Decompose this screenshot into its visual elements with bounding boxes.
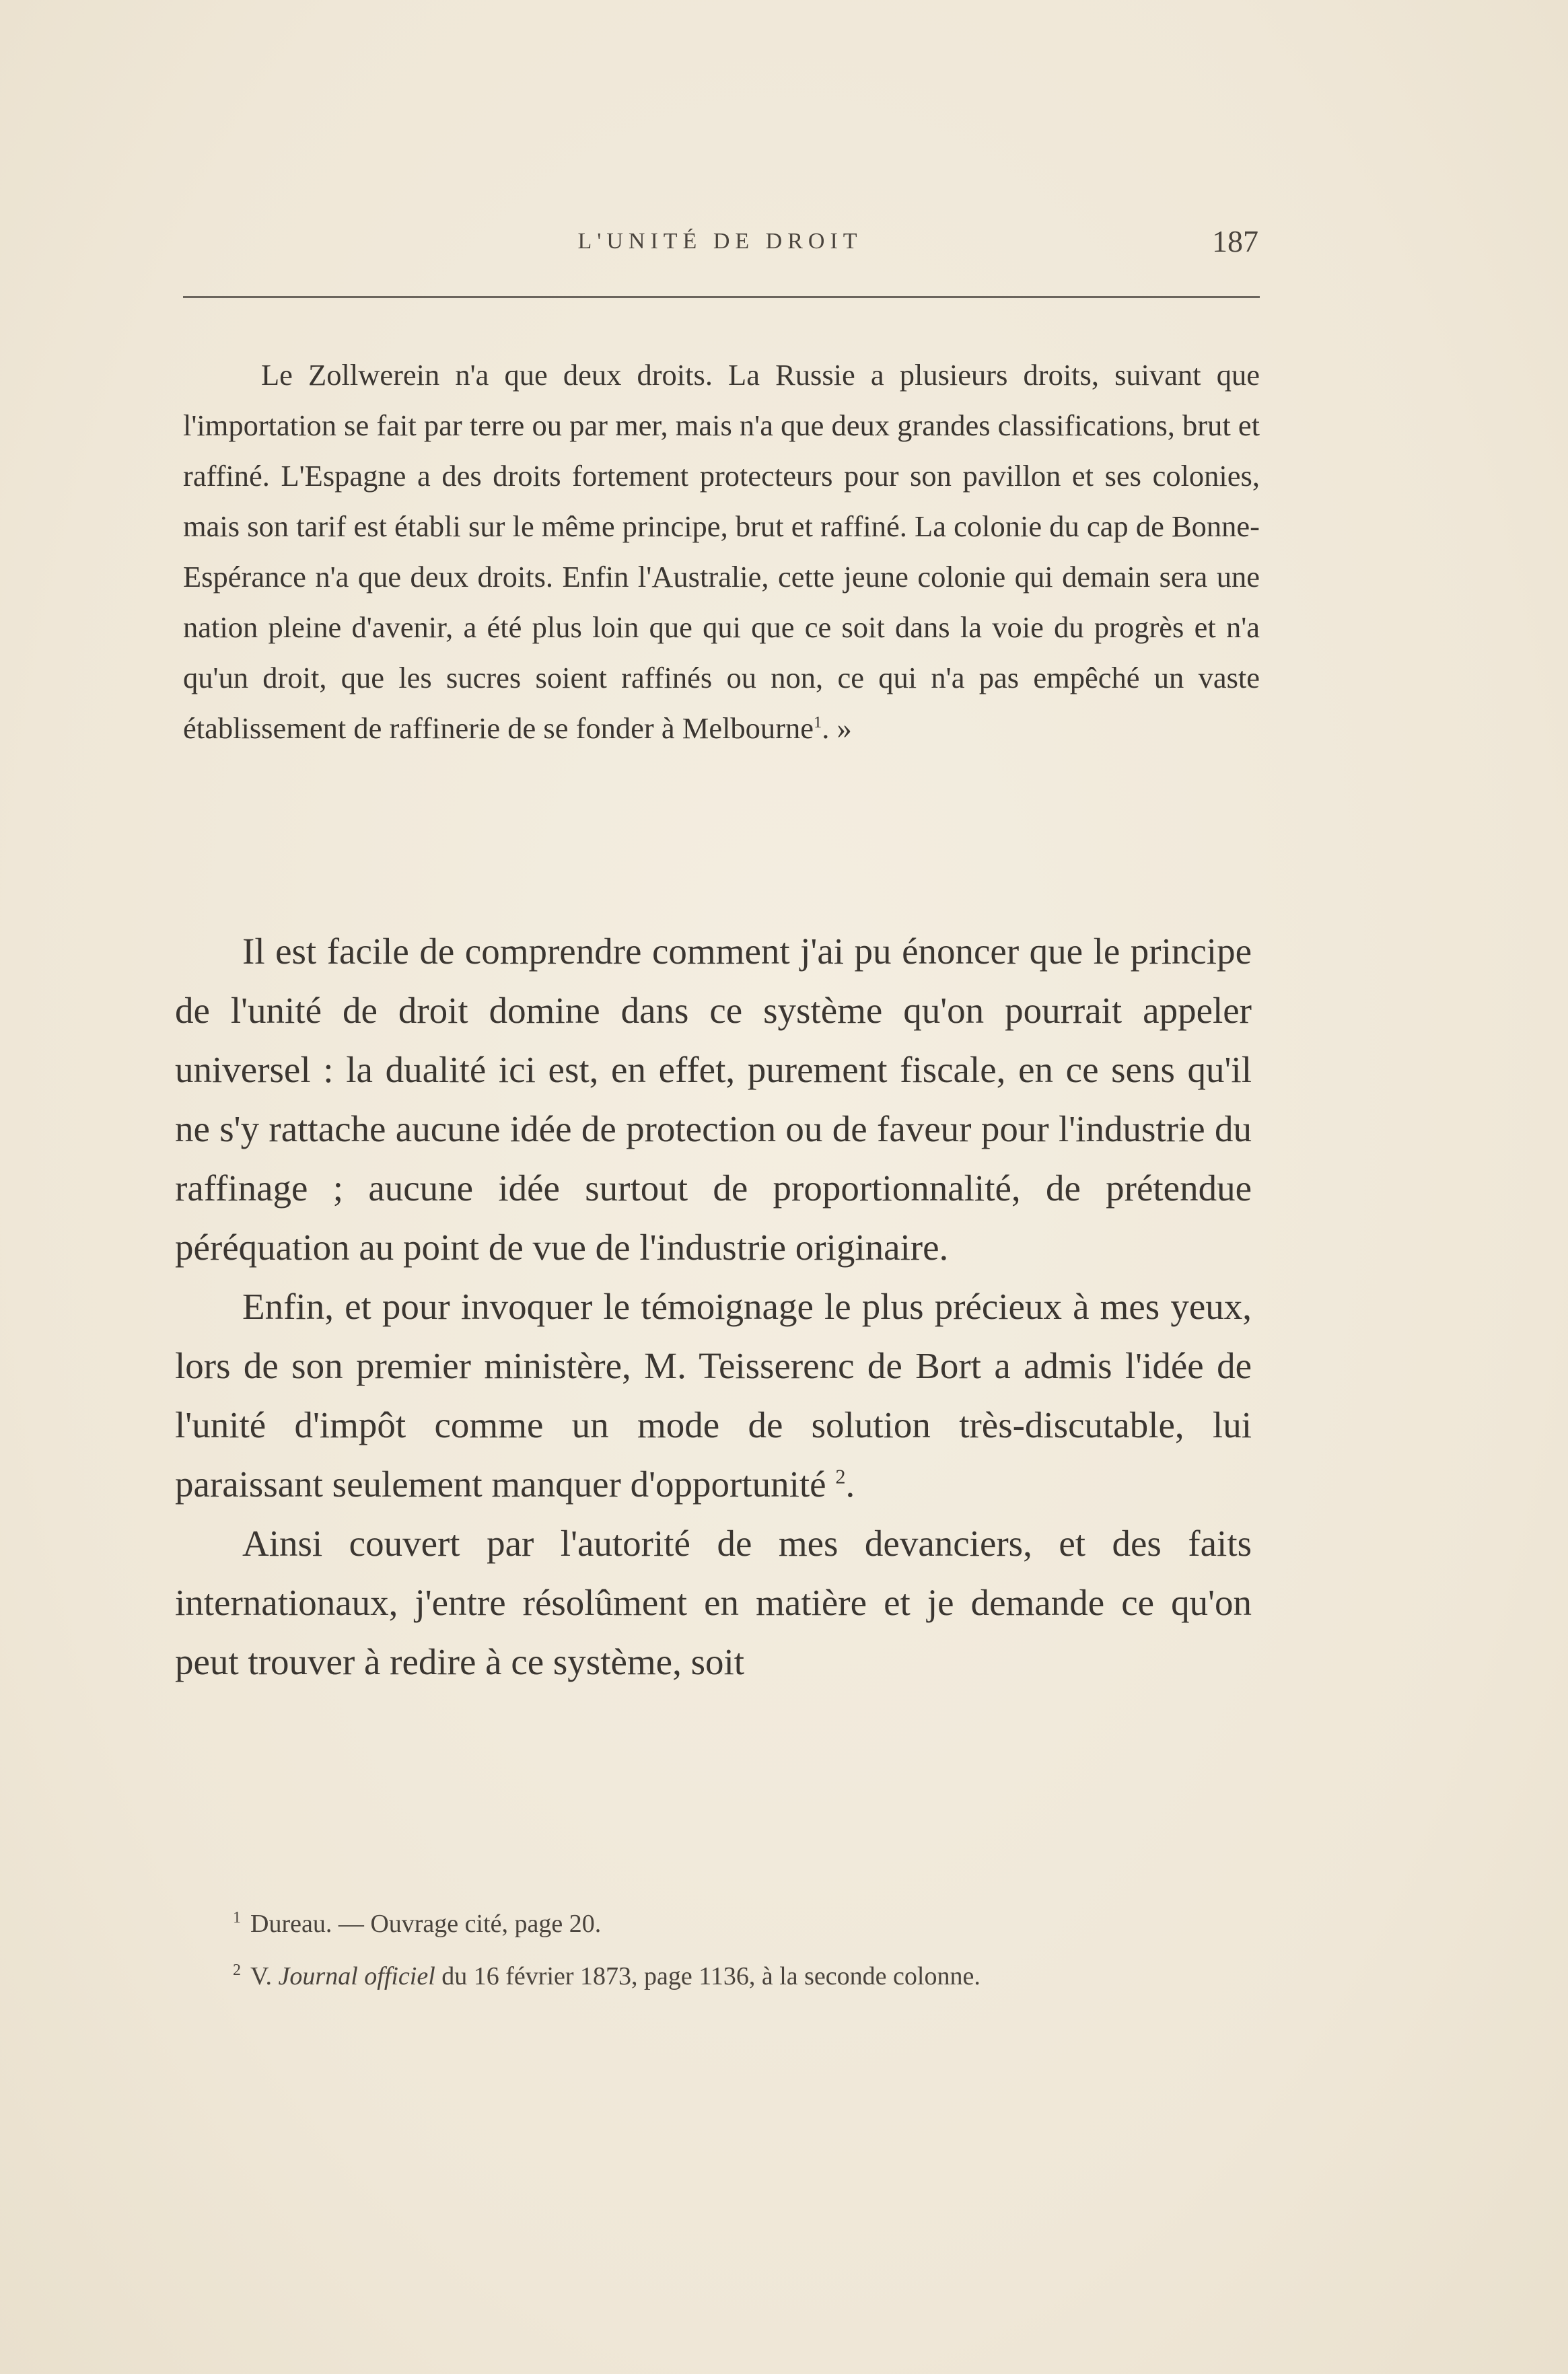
paragraph-2-text: Enfin, et pour invoquer le témoignage le plus précieux à mes yeux, lors de son premier ministère, M. Teisserenc de Bort a admis l'idée de l'unité d'impôt comme un mode de solution très-discutable, lui paraissant seulement manquer d'opportunité: [175, 1286, 1252, 1505]
footnote-2-journal-title: Journal officiel: [278, 1962, 435, 1990]
main-text: [175, 922, 1252, 1692]
footnote-mark-1: 1: [233, 1909, 241, 1927]
footnote-1-text: Dureau. — Ouvrage cité, page 20.: [250, 1910, 602, 1938]
paragraph-1: Il est facile de comprendre comment j'ai pu énoncer que le principe de l'unité de droit domine dans ce système qu'on pourrait appeler universel : la dualité ici est, en effet, purement fiscale, en ce sens qu'il ne s'y rattache aucune idée de protection ou de faveur pour l'industrie du raffinage ; aucune idée surtout de proportionnalité, de prétendue péréquation au point de vue de l'industrie originaire.: [175, 931, 1252, 1268]
footnote-ref-1: 1: [814, 713, 822, 732]
footnote-2: [182, 1950, 1326, 2003]
page-number: 187: [1212, 224, 1258, 258]
footnotes: [182, 1898, 1326, 2003]
quoted-passage: [183, 350, 1260, 754]
paragraph-2-end: .: [845, 1464, 855, 1505]
header-rule: [183, 296, 1260, 298]
footnote-mark-2: 2: [233, 1962, 241, 1980]
footnote-2-prefix: V.: [250, 1962, 279, 1990]
quote-paragraph: [183, 350, 1260, 754]
footnote-1: [182, 1898, 1326, 1950]
running-title: L'UNITÉ DE DROIT: [577, 229, 863, 254]
page-header: [182, 224, 1258, 269]
quote-closing: . »: [822, 711, 852, 745]
paragraph-2: [175, 1277, 1252, 1514]
paragraph-3: Ainsi couvert par l'autorité de mes devanciers, et des faits internationaux, j'entre résolûment en matière et je demande ce qu'on peut trouver à redire à ce système, soit: [175, 1523, 1252, 1682]
quote-text: Le Zollwerein n'a que deux droits. La Russie a plusieurs droits, suivant que l'importation se fait par terre ou par mer, mais n'a que deux grandes classifications, brut et raffiné. L'Espagne a des droits fortement protecteurs pour son pavillon et ses colonies, mais son tarif est établi sur le même principe, brut et raffiné. La colonie du cap de Bonne-Espérance n'a que deux droits. Enfin l'Australie, cette jeune colonie qui demain sera une nation pleine d'avenir, a été plus loin que qui que ce soit dans la voie du progrès et n'a qu'un droit, que les sucres soient raffinés ou non, ce qui n'a pas empêché un vaste établissement de raffinerie de se fonder à Melbourne: [183, 358, 1260, 745]
footnote-2-text: du 16 février 1873, page 1136, à la seconde colonne.: [435, 1962, 981, 1990]
footnote-ref-2: 2: [835, 1465, 846, 1488]
